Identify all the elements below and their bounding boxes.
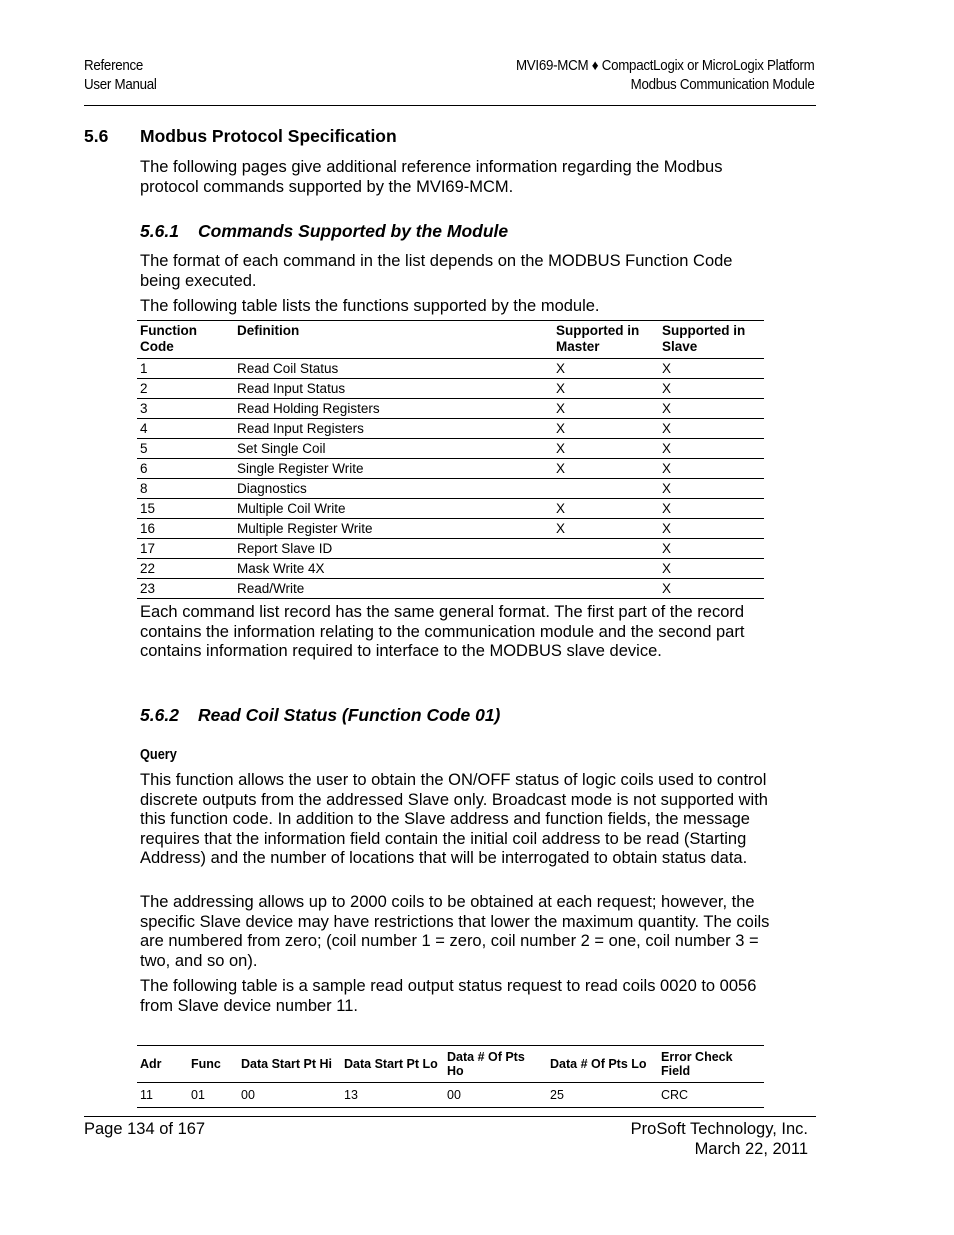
subsection-heading-2 bbox=[140, 705, 500, 726]
table-cell: Multiple Coil Write bbox=[234, 499, 553, 519]
table-cell: 01 bbox=[188, 1083, 238, 1108]
table-cell: 00 bbox=[238, 1083, 341, 1108]
table-cell: 8 bbox=[137, 479, 234, 499]
table-cell: 4 bbox=[137, 419, 234, 439]
subsection-title-2: Read Coil Status (Function Code 01) bbox=[198, 705, 501, 725]
table-row bbox=[137, 479, 764, 499]
header-doc-type: User Manual bbox=[84, 77, 157, 93]
table-cell: X bbox=[553, 439, 659, 459]
col-pts-hi: Data # Of Pts Ho bbox=[444, 1046, 547, 1083]
table-row bbox=[137, 539, 764, 559]
header-right bbox=[515, 57, 814, 95]
footer-divider bbox=[84, 1116, 816, 1117]
table-cell: 22 bbox=[137, 559, 234, 579]
table-cell: X bbox=[659, 519, 764, 539]
table-cell: X bbox=[553, 359, 659, 379]
table-row bbox=[137, 399, 764, 419]
table-cell: 1 bbox=[137, 359, 234, 379]
table-cell: Multiple Register Write bbox=[234, 519, 553, 539]
table-cell: 25 bbox=[547, 1083, 658, 1108]
footer-date: March 22, 2011 bbox=[694, 1140, 808, 1158]
table-row bbox=[137, 459, 764, 479]
table-cell: Single Register Write bbox=[234, 459, 553, 479]
table-cell: 15 bbox=[137, 499, 234, 519]
col-function-code: Function Code bbox=[137, 321, 234, 359]
col-definition: Definition bbox=[234, 321, 553, 359]
table-cell: X bbox=[553, 399, 659, 419]
table-cell: X bbox=[553, 499, 659, 519]
col-start-hi: Data Start Pt Hi bbox=[238, 1046, 341, 1083]
table-cell: X bbox=[553, 519, 659, 539]
header-left bbox=[84, 57, 157, 95]
table-cell: Read Input Registers bbox=[234, 419, 553, 439]
col-error-check: Error Check Field bbox=[658, 1046, 764, 1083]
section-heading bbox=[84, 126, 397, 147]
paragraph-format: The format of each command in the list depends on the MODBUS Function Code being executed. bbox=[140, 252, 733, 290]
section-intro: The following pages give additional reference information regarding the Modbus protocol commands supported by the MVI69-MCM. bbox=[140, 158, 723, 196]
header-divider bbox=[84, 105, 816, 106]
table-cell: 16 bbox=[137, 519, 234, 539]
table-row bbox=[137, 579, 764, 599]
table-cell: X bbox=[659, 559, 764, 579]
table-cell: 23 bbox=[137, 579, 234, 599]
col-supported-slave: Supported in Slave bbox=[659, 321, 764, 359]
table-cell: X bbox=[659, 359, 764, 379]
table-row bbox=[137, 1083, 764, 1108]
paragraph-record-format: Each command list record has the same general format. The first part of the record contains the information relating to the communication module and the second part contains information required to interface to the MODBUS slave device. bbox=[140, 603, 745, 661]
header-product: MVI69-MCM ♦ CompactLogix or MicroLogix Platform bbox=[515, 58, 814, 74]
table-cell: Set Single Coil bbox=[234, 439, 553, 459]
table-cell: Read Input Status bbox=[234, 379, 553, 399]
function-table-header bbox=[137, 321, 764, 359]
table-cell: 13 bbox=[341, 1083, 444, 1108]
table-cell: X bbox=[659, 499, 764, 519]
paragraph-sample: The following table is a sample read output status request to read coils 0020 to 0056 from Slave device number 11. bbox=[140, 977, 757, 1015]
paragraph-query: This function allows the user to obtain the ON/OFF status of logic coils used to control discrete outputs from the addressed Slave only. Broadcast mode is not supported with this function code. In addition to the Slave address and function fields, the message requires that the information field contain the initial coil address to be read (Starting Address) and the number of locations that will be interrogated to obtain status data. bbox=[140, 771, 768, 868]
paragraph-addressing: The addressing allows up to 2000 coils to be obtained at each request; however, the specific Slave device may have restrictions that lower the maximum quantity. The coils are numbered from zero; (coil number 1 = zero, coil number 2 = one, coil number 3 = two, and so on). bbox=[140, 893, 770, 970]
col-pts-lo: Data # Of Pts Lo bbox=[547, 1046, 658, 1083]
table-cell: 00 bbox=[444, 1083, 547, 1108]
table-cell: X bbox=[659, 419, 764, 439]
col-start-lo: Data Start Pt Lo bbox=[341, 1046, 444, 1083]
table-cell: 6 bbox=[137, 459, 234, 479]
table-row bbox=[137, 499, 764, 519]
table-cell: 17 bbox=[137, 539, 234, 559]
col-func: Func bbox=[188, 1046, 238, 1083]
table-cell: X bbox=[659, 399, 764, 419]
table-cell: Read Coil Status bbox=[234, 359, 553, 379]
table-cell: X bbox=[659, 539, 764, 559]
table-cell: 2 bbox=[137, 379, 234, 399]
paragraph-table-intro: The following table lists the functions supported by the module. bbox=[140, 297, 600, 315]
table-row bbox=[137, 419, 764, 439]
table-cell bbox=[553, 579, 659, 599]
table-row bbox=[137, 519, 764, 539]
table-cell: X bbox=[659, 379, 764, 399]
table-cell: 11 bbox=[137, 1083, 188, 1108]
table-row bbox=[137, 439, 764, 459]
table-cell: Read/Write bbox=[234, 579, 553, 599]
table-row bbox=[137, 379, 764, 399]
table-row bbox=[137, 559, 764, 579]
request-table-header bbox=[137, 1046, 764, 1083]
section-number: 5.6 bbox=[84, 126, 109, 146]
table-cell: X bbox=[659, 439, 764, 459]
table-cell: Diagnostics bbox=[234, 479, 553, 499]
col-adr: Adr bbox=[137, 1046, 188, 1083]
table-cell: Mask Write 4X bbox=[234, 559, 553, 579]
table-cell: CRC bbox=[658, 1083, 764, 1108]
table-cell: X bbox=[659, 479, 764, 499]
subsection-number-1: 5.6.1 bbox=[140, 221, 179, 241]
footer-right bbox=[631, 1119, 808, 1159]
table-row bbox=[137, 359, 764, 379]
footer-company: ProSoft Technology, Inc. bbox=[630, 1120, 808, 1138]
table-cell bbox=[553, 539, 659, 559]
table-cell: X bbox=[659, 579, 764, 599]
table-cell: X bbox=[553, 379, 659, 399]
table-cell: 5 bbox=[137, 439, 234, 459]
table-cell bbox=[553, 559, 659, 579]
table-cell: X bbox=[553, 419, 659, 439]
page-number: Page 134 of 167 bbox=[84, 1120, 206, 1138]
section-title: Modbus Protocol Specification bbox=[140, 126, 397, 146]
table-cell: Read Holding Registers bbox=[234, 399, 553, 419]
subsection-number-2: 5.6.2 bbox=[140, 705, 179, 725]
table-cell: 3 bbox=[137, 399, 234, 419]
function-code-table bbox=[137, 320, 764, 599]
header-chapter: Reference bbox=[84, 58, 144, 74]
table-cell: X bbox=[659, 459, 764, 479]
table-cell bbox=[553, 479, 659, 499]
subsection-title-1: Commands Supported by the Module bbox=[198, 221, 509, 241]
subsection-heading-1 bbox=[140, 221, 508, 242]
col-supported-master: Supported in Master bbox=[553, 321, 659, 359]
table-cell: Report Slave ID bbox=[234, 539, 553, 559]
table-cell: X bbox=[553, 459, 659, 479]
header-module: Modbus Communication Module bbox=[630, 77, 814, 93]
sample-request-table bbox=[137, 1045, 764, 1108]
query-heading: Query bbox=[140, 746, 177, 763]
